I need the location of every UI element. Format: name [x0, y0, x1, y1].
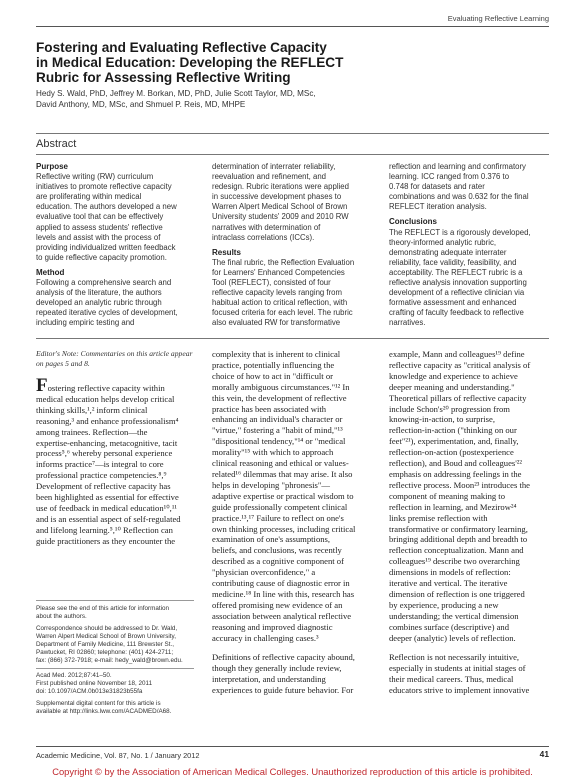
- journal-footer: Academic Medicine, Vol. 87, No. 1 / January 2012: [36, 751, 200, 760]
- body-line: medical education helps develop critical: [36, 393, 175, 404]
- body-paragraph: [389, 652, 530, 696]
- body-line: reflective process. Moon²³ introduces the: [389, 479, 530, 490]
- body-line: helps in developing "phronesis"—: [212, 479, 331, 490]
- title-line: Fostering and Evaluating Reflective Capacity: [36, 40, 327, 55]
- abstract-line: acceptability. The REFLECT rubric is a: [389, 267, 523, 277]
- body-line: reasoning and improved diagnostic: [212, 621, 333, 632]
- abstract-heading: Abstract: [36, 138, 77, 150]
- first-line: [36, 375, 181, 396]
- body-line: guide practitioners as they encounter the: [36, 535, 176, 546]
- body-line: practice has been associated with: [212, 403, 327, 414]
- body-column-2: [212, 349, 355, 696]
- body-line: reasoning,³ and enhance professionalism⁴: [36, 415, 179, 426]
- note-line: Supplemental digital content for this article is: [36, 700, 161, 707]
- abstract-line: levels and assist with the process of: [36, 232, 161, 242]
- citation-info: [36, 672, 171, 696]
- body-column-3: [389, 349, 530, 696]
- body-line: understanding; the vertical dimension: [389, 610, 519, 621]
- note-line: Correspondence should be addressed to Dr. Wald,: [36, 625, 178, 632]
- body-line: experiences to guide future behavior. For: [212, 685, 354, 696]
- abstract-line: applied to assess students' reflective: [36, 222, 163, 232]
- abstract-line: Reflective writing (RW) curriculum: [36, 172, 154, 182]
- copyright-notice: Copyright © by the Association of American Medical Colleges. Unauthorized reproduction of this article is prohibited.: [52, 766, 533, 777]
- body-line: dimensions in models of reflection:: [389, 567, 511, 578]
- abstract-line: combinations and was 0.632 for the final: [389, 192, 529, 202]
- body-line: reflection-on-action (postexperience: [389, 447, 514, 458]
- body-line: Definitions of reflective capacity abound,: [212, 652, 355, 663]
- body-line: by experience, producing a new: [389, 599, 499, 610]
- footer-rule: [36, 746, 549, 747]
- body-line: among trainees. Reflection—the: [36, 426, 148, 437]
- note-line: Department of Family Medicine, 111 Brewster St.,: [36, 641, 174, 648]
- body-line: contributing cause of diagnostic error in: [212, 578, 350, 589]
- results-text: [212, 258, 370, 329]
- body-line: especially in students at initial stages of: [389, 663, 526, 674]
- body-column-1: [36, 375, 181, 547]
- body-paragraph: [212, 349, 355, 643]
- body-line: morality"¹⁵ with which to approach: [212, 447, 334, 458]
- correspondence-note: [36, 625, 183, 665]
- body-line: feet"²¹), experimentation, and, finally,: [389, 436, 519, 447]
- body-line: reflection-in-action ("thinking on our: [389, 425, 517, 436]
- body-line: complexity that is inherent to clinical: [212, 349, 341, 359]
- abstract-line: reevaluation and refinement, and: [212, 172, 326, 182]
- body-line: informs practice⁷—is integral to core: [36, 459, 164, 470]
- abstract-line: The REFLECT is a rigorously developed,: [389, 227, 531, 237]
- method-text: [36, 278, 194, 328]
- body-line: include Schon's²⁰ progression from: [389, 403, 510, 414]
- see-end-note: [36, 605, 183, 621]
- method-text-continued: [212, 162, 370, 243]
- body-line: "physician overconfidence," a: [212, 567, 316, 578]
- purpose-heading: Purpose: [36, 162, 69, 171]
- body-line: example, Mann and colleagues¹⁹ define: [389, 349, 525, 359]
- first-line-text: ostering reflective capacity within: [47, 383, 165, 393]
- body-line: Development of reflective capacity has: [36, 481, 171, 492]
- conclusions-heading: Conclusions: [389, 217, 438, 227]
- body-line: practice.¹³,¹⁷ Failure to reflect on one's: [212, 512, 344, 523]
- abstract-line: evaluative tool that can be effectively: [36, 212, 164, 222]
- abstract-line: REFLECT iteration analysis.: [389, 202, 487, 212]
- body-line: professional practice competencies.⁸,⁹: [36, 470, 167, 481]
- abstract-line: learning. ICC ranged from 0.376 to: [389, 172, 510, 182]
- body-line: bringing additional depth and breadth to: [389, 534, 528, 545]
- editors-note-line: on pages 5 and 8.: [36, 359, 90, 368]
- body-line: combines surface (descriptive) and: [389, 621, 510, 632]
- body-line: educators strive to implement innovative: [389, 685, 530, 696]
- abstract-line: narratives with determination of: [212, 222, 321, 232]
- body-line: expertise-enhancing, metacognitive, tacit: [36, 437, 178, 448]
- body-line: reflective capacity as "critical analysis of: [389, 359, 531, 370]
- body-line: though they generally include review,: [212, 663, 342, 674]
- abstract-line: development of a reflective clinician via: [389, 288, 525, 298]
- abstract-line: also evaluated RW for transformative: [212, 318, 341, 328]
- body-line: colleagues¹⁹ describe two overarching: [389, 556, 520, 567]
- body-paragraph: [212, 652, 355, 696]
- body-line: practice, potentially influencing the: [212, 359, 335, 370]
- abstract-line: University students' 2009 and 2010 RW: [212, 212, 349, 222]
- header-rule: [36, 26, 549, 27]
- body-line: process⁵,⁶ whereby personal experience: [36, 448, 173, 459]
- abstract-line: providing individualized written feedback: [36, 242, 176, 252]
- abstract-line: Following a comprehensive search and: [36, 278, 172, 288]
- body-line: own thinking processes, including critical: [212, 523, 356, 534]
- purpose-text: [36, 172, 194, 263]
- abstract-line: intraclass correlations (ICCs).: [212, 232, 315, 242]
- body-line: examination of one's assumptions,: [212, 534, 331, 545]
- body-line: deeper (analytic) levels of reflection.: [389, 632, 516, 643]
- note-line: First published online November 18, 2011: [36, 680, 153, 687]
- body-line: been highlighted as essential for effective: [36, 492, 179, 503]
- abstract-line: for Learners' Enhanced Competencies: [212, 267, 345, 277]
- body-line: reflection), and Boud and colleagues'²²: [389, 458, 522, 469]
- title-line: Rubric for Assessing Reflective Writing: [36, 70, 291, 85]
- body-line: interpretation, and understanding: [212, 674, 326, 685]
- abstract-line: in successive development phases to: [212, 192, 342, 202]
- conclusions-text: [389, 228, 547, 329]
- author-line: Hedy S. Wald, PhD, Jeffrey M. Borkan, MD, PhD, Julie Scott Taylor, MD, MSc,: [36, 89, 316, 98]
- abstract-line: analysis of the literature, the authors: [36, 288, 162, 298]
- body-line: beliefs, and conclusions, was recently: [212, 545, 342, 556]
- body-line: knowing-in-action, to surprise,: [389, 414, 495, 425]
- body-paragraph: [389, 349, 530, 643]
- abstract-line: to guide reflective capacity promotion.: [36, 252, 167, 262]
- abstract-line: focused criteria for each level. The rubric: [212, 308, 353, 318]
- drop-cap: F: [36, 375, 48, 396]
- note-line: available at http://links.lww.com/ACADMED/A68.: [36, 708, 172, 715]
- body-line: medicine.¹⁸ In line with this, research has: [212, 588, 355, 599]
- title-line: in Medical Education: Developing the REFLECT: [36, 55, 344, 70]
- author-line: David Anthony, MD, MSc, and Shmuel P. Reis, MD, MHPE: [36, 99, 246, 109]
- abstract-line: education. The authors developed a new: [36, 202, 177, 212]
- body-line: clinical reasoning and ethical or values-: [212, 458, 349, 469]
- citation-rule: [36, 668, 194, 669]
- body-line: knowledge and experience to achieve: [389, 370, 518, 381]
- page-number: 41: [539, 749, 549, 759]
- body-line: this vein, the development of reflective: [212, 392, 347, 403]
- abstract-line: reliability, face validity, feasibility, and: [389, 257, 517, 267]
- body-line: use of feedback in medical education¹⁰,¹¹: [36, 502, 177, 513]
- body-line: association between analytical reflective: [212, 610, 352, 621]
- results-text-continued: [389, 162, 547, 212]
- body-line: guide professionally competent clinical: [212, 501, 348, 512]
- body-line: Theoretical pillars of reflective capacity: [389, 392, 527, 403]
- body-line: and is an essential aspect of self-regulated: [36, 513, 181, 524]
- abstract-line: Warren Alpert Medical School of Brown: [212, 202, 348, 212]
- abstract-line: redesign. Rubric iterations were applied: [212, 182, 349, 192]
- notes-rule: [36, 600, 194, 601]
- abstract-line: repeated iterative cycles of development,: [36, 308, 178, 318]
- abstract-line: The final rubric, the Reflection Evaluation: [212, 257, 355, 267]
- results-heading: Results: [212, 247, 241, 257]
- body-line: deeper meaning and understanding.": [389, 381, 515, 392]
- note-line: Acad Med. 2012;87:41–50.: [36, 672, 112, 679]
- note-line: fax: (866) 372-7918; e-mail: hedy_wald@brown.edu.: [36, 657, 183, 664]
- body-line: transformative or confirmatory learning,: [389, 523, 528, 534]
- abstract-column-3: [389, 162, 547, 329]
- abstract-line: narratives.: [389, 318, 426, 328]
- body-line: offered promising new evidence of an: [212, 599, 343, 610]
- body-line: emphasis on addressing feelings in the: [389, 468, 522, 479]
- abstract-line: reflective capacity levels ranging from: [212, 288, 343, 298]
- abstract-column-2: [212, 162, 370, 329]
- body-line: accuracy in challenging cases.³: [212, 632, 319, 643]
- body-line: reflection in learning, and Mezirow²⁴: [389, 501, 517, 512]
- body-line: "dispositional tendency,"¹⁴ or "medical: [212, 436, 346, 447]
- body-line: dimension of reflection is one triggered: [389, 588, 525, 599]
- abstract-line: theory-informed analytic rubric,: [389, 237, 497, 247]
- note-line: doi: 10.1097/ACM.0b013e31823b55fa: [36, 688, 143, 695]
- abstract-heading-rule: [36, 154, 549, 155]
- editors-note: [36, 349, 192, 369]
- abstract-line: 0.748 for datasets and rater: [389, 182, 485, 192]
- body-line: links premise reflection with: [389, 512, 488, 523]
- article-title: [36, 40, 396, 85]
- abstract-line: crafting of faculty feedback to reflective: [389, 308, 524, 318]
- abstract-line: including empiric testing and: [36, 318, 135, 328]
- note-line: Please see the end of this article for information: [36, 605, 170, 612]
- body-line: described as a cognitive component of: [212, 556, 344, 567]
- running-head: Evaluating Reflective Learning: [447, 14, 549, 23]
- abstract-line: formative assessment and enhanced: [389, 298, 517, 308]
- abstract-line: demonstrating adequate interrater: [389, 247, 507, 257]
- body-line: "virtue," fostering a "habit of mind,"¹³: [212, 425, 343, 436]
- abstract-line: reflection and learning and confirmatory: [389, 162, 526, 171]
- supplemental-note: [36, 700, 171, 716]
- abstract-line: initiatives to promote reflective capacity: [36, 182, 172, 192]
- body-line: choice of how to act in "difficult or: [212, 370, 334, 381]
- editors-note-line: Editor's Note: Commentaries on this article appear: [36, 349, 193, 358]
- body-line: reflection conceptualization. Mann and: [389, 545, 524, 556]
- body-line: related¹⁶ dilemmas that may arise. It also: [212, 468, 353, 479]
- author-notes: [36, 605, 183, 665]
- body-line: iterative and vertical. The iterative: [389, 578, 508, 589]
- body-line: morally ambiguous circumstances."¹² In: [212, 381, 350, 392]
- abstract-line: developed an analytic rubric through: [36, 298, 162, 308]
- body-line: enhancing an individual's character or: [212, 414, 343, 425]
- abstract-line: habitual action to critical reflection, with: [212, 298, 348, 308]
- body-text: [36, 394, 181, 547]
- body-line: thinking skills,¹,² inform clinical: [36, 404, 148, 415]
- note-line: about the authors.: [36, 613, 87, 620]
- body-line: Reflection is not necessarily intuitive,: [389, 652, 520, 663]
- abstract-line: determination of interrater reliability,: [212, 162, 336, 171]
- body-line: their medical careers. Thus, medical: [389, 674, 514, 685]
- body-line: component of meaning making to: [389, 490, 505, 501]
- note-line: Warren Alpert Medical School of Brown University,: [36, 633, 176, 640]
- abstract-bottom-rule: [36, 338, 549, 339]
- abstract-line: reflective analysis innovation supporting: [389, 278, 527, 288]
- citation-notes: [36, 672, 171, 716]
- note-line: Pawtucket, RI 02860; telephone: (401) 424-2711;: [36, 649, 174, 656]
- body-line: and lifelong learning.⁵,¹⁰ Reflection can: [36, 524, 173, 535]
- abstract-column-1: [36, 162, 194, 329]
- author-list: [36, 89, 316, 110]
- body-line: adaptive expertise or practical wisdom to: [212, 490, 354, 501]
- method-heading: Method: [36, 267, 65, 277]
- abstract-line: Tool (REFLECT), consisted of four: [212, 278, 331, 288]
- abstract-line: are proliferating within medical: [36, 192, 142, 202]
- abstract-top-rule: [36, 133, 549, 134]
